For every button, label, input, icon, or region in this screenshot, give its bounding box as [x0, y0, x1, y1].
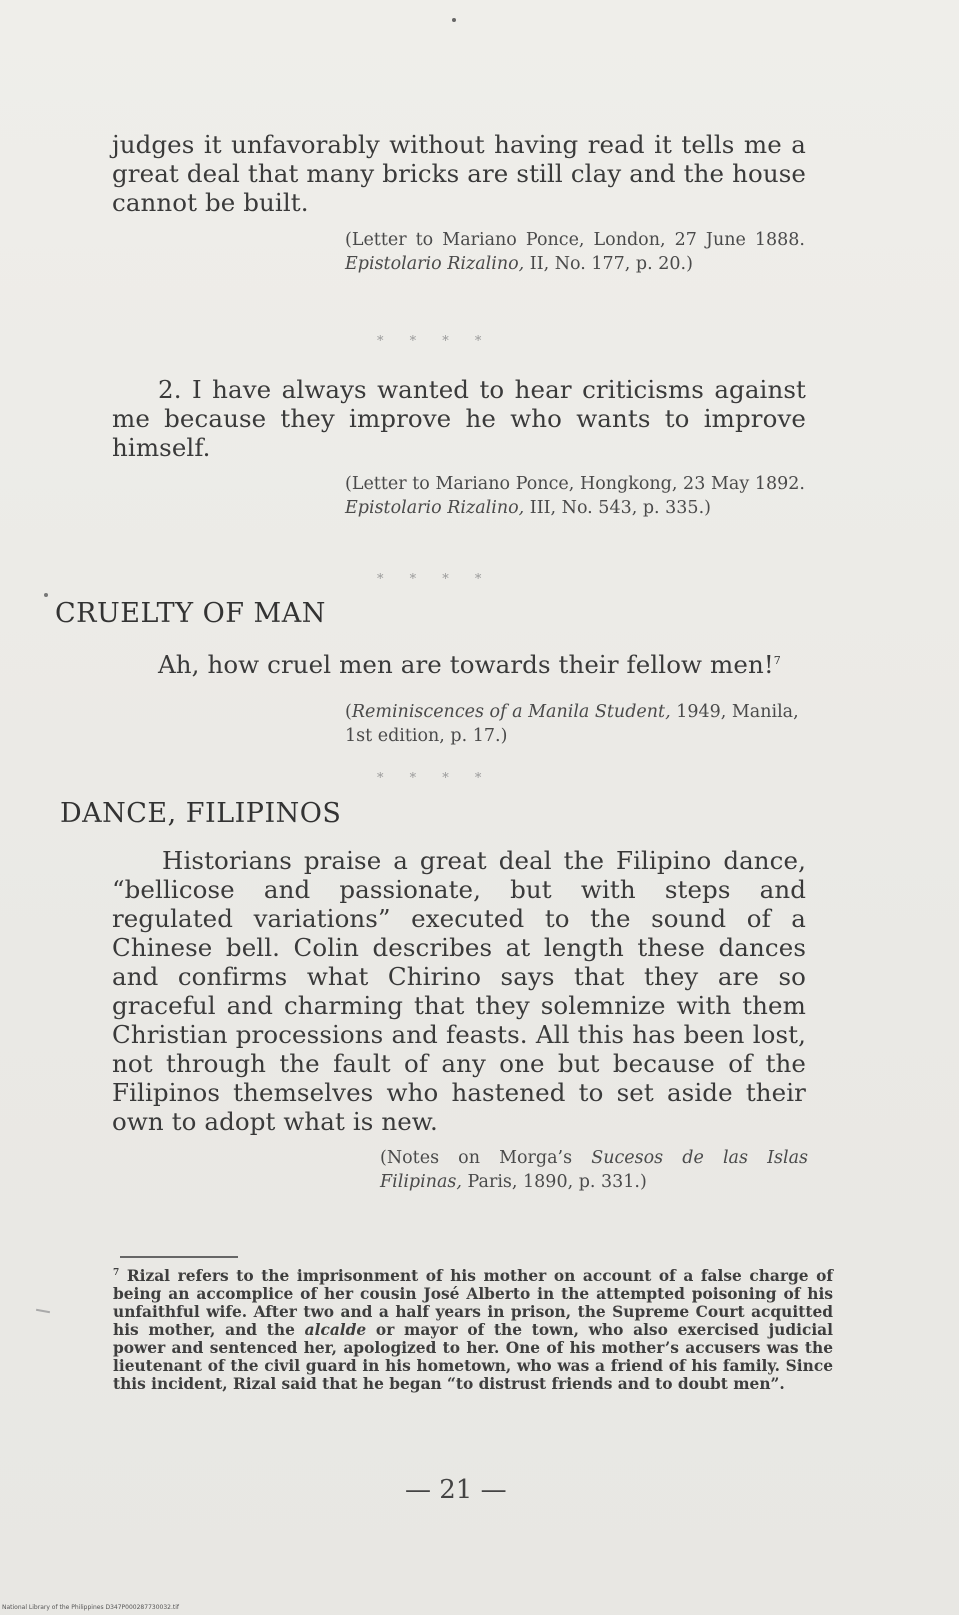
citation-3-tail: 1949, Manila, 1st edition, p. 17.) [345, 702, 799, 746]
separator-stars: * * * * [377, 771, 493, 786]
citation-4-text: (Notes on Morga’s [380, 1148, 592, 1168]
citation-1-text: (Letter to Mariano Ponce, London, 27 June 1888. [345, 230, 805, 250]
footnote-marker: 7 [113, 1268, 120, 1278]
margin-dot [44, 593, 48, 597]
paragraph-dance: Historians praise a great deal the Filipino dance, “bellicose and passionate, but with steps and regulated variations” executed to the sound of a Chinese bell. Colin describes at length these dances and confirms what Chirino says that they are so graceful and charming that they solemnize with them Christian processions and feasts. All this has been lost, not through the fault of any one but because of the Filipinos themselves who hastened to set aside their own to adopt what is new. [112, 846, 806, 1136]
footnote-text-tail: or mayor of the town, who also exercised judicial power and sentenced her, apologized to her. One of his mother’s accusers was the lieutenant of the civil guard in his hometown, who was a friend of his family. Since this incident, Rizal said that he began “to distrust friends and to doubt men”. [113, 1321, 834, 1394]
footnote-text: Rizal refers to the imprisonment of his mother on account of a false charge of being an accomplice of her cousin José Alberto in the attempted poisoning of his unfaithful wife. After two and a half years in prison, the Supreme Court acquitted his mother, and the [113, 1267, 833, 1340]
citation-2-text: (Letter to Mariano Ponce, Hongkong, 23 May 1892. [345, 474, 805, 494]
citation-4 [380, 1146, 808, 1194]
citation-3-title: Reminiscences of a Manila Student, [351, 702, 671, 722]
paragraph-continued: judges it unfavorably without having read it tells me a great deal that many bricks are still clay and the house cannot be built. [112, 130, 806, 217]
citation-1-title: Epistolario Rizalino, [345, 254, 525, 274]
margin-mark [36, 1309, 50, 1313]
section-heading-dance: DANCE, FILIPINOS [60, 798, 342, 829]
citation-1-tail: II, No. 177, p. 20.) [524, 254, 693, 274]
speck [452, 18, 456, 22]
scan-credit: National Library of the Philippines D347P000287730032.tif [2, 1604, 180, 1611]
paragraph-cruelty-text: Ah, how cruel men are towards their fellow men! [158, 650, 774, 680]
citation-3 [345, 700, 805, 748]
paragraph-criticisms: 2. I have always wanted to hear criticisms against me because they improve he who wants to improve himself. [112, 375, 806, 462]
citation-1 [345, 228, 805, 276]
citation-2 [345, 472, 805, 520]
citation-4-title: Sucesos de las Islas Filipinas, [380, 1148, 808, 1192]
citation-2-tail: III, No. 543, p. 335.) [524, 498, 711, 518]
footnote [113, 1264, 833, 1393]
paragraph-cruelty [112, 646, 806, 679]
citation-4-tail: Paris, 1890, p. 331.) [461, 1172, 647, 1192]
citation-2-title: Epistolario Rizalino, [345, 498, 525, 518]
footnote-italic: alcalde [304, 1321, 367, 1340]
section-heading-cruelty: CRUELTY OF MAN [55, 598, 326, 629]
page-number: — 21 — [405, 1475, 507, 1505]
footnote-ref: 7 [773, 654, 781, 667]
separator-stars: * * * * [377, 334, 493, 349]
separator-stars: * * * * [377, 572, 493, 587]
footnote-rule [120, 1256, 238, 1258]
citation-3-open: ( [345, 702, 352, 722]
